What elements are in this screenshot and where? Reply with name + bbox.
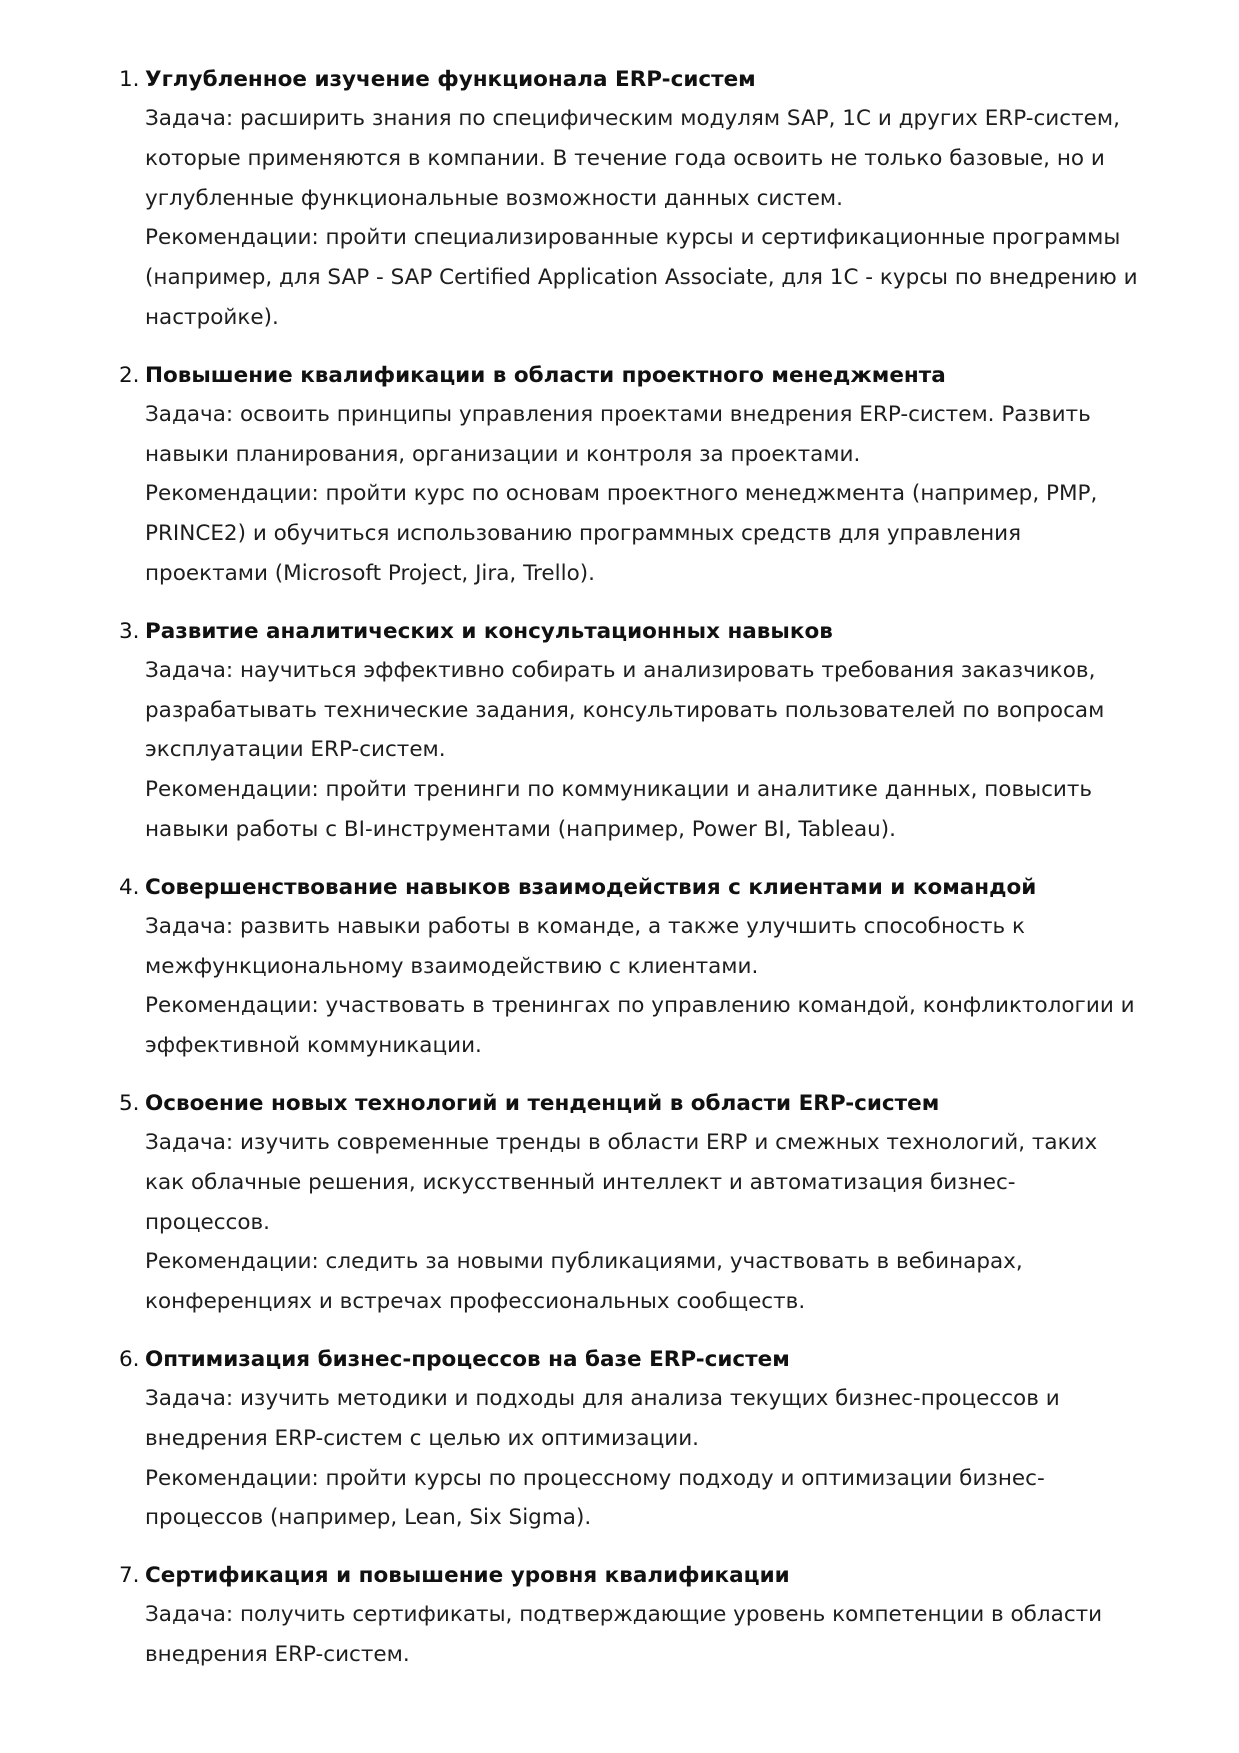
- item-task: Задача: расширить знания по специфическим модулям SAP, 1С и других ERP-систем, которые применяются в компании. В течение года освоить не только базовые, но и углубленные функциональные возможности данных систем.: [145, 106, 1120, 211]
- item-number: 5.: [119, 1090, 140, 1116]
- item-title: Развитие аналитических и консультационных навыков: [145, 618, 833, 644]
- list-item: [119, 1340, 1139, 1538]
- list-item: [119, 356, 1139, 594]
- list-item: [119, 612, 1139, 850]
- item-task: Задача: развить навыки работы в команде, а также улучшить способность к межфункциональному взаимодействию с клиентами.: [145, 913, 1025, 979]
- item-number: 3.: [119, 618, 140, 644]
- item-recommendation: Рекомендации: пройти тренинги по коммуникации и аналитике данных, повысить навыки работы с BI-инструментами (например, Power BI, Tableau).: [145, 777, 1093, 842]
- item-number: 7.: [119, 1563, 140, 1589]
- list-item: [119, 1556, 1139, 1675]
- item-title: Сертификация и повышение уровня квалификации: [145, 1563, 790, 1589]
- item-title: Оптимизация бизнес-процессов на базе ERP-систем: [145, 1346, 790, 1372]
- list-item: [119, 868, 1139, 1066]
- development-plan-list: [119, 60, 1139, 1693]
- item-number: 6.: [119, 1346, 140, 1372]
- item-title: Углубленное изучение функционала ERP-систем: [145, 67, 756, 92]
- item-title: Совершенствование навыков взаимодействия с клиентами и командой: [145, 874, 1037, 900]
- item-number: 4.: [119, 874, 140, 900]
- item-title: Повышение квалификации в области проектного менеджмента: [145, 362, 946, 388]
- item-number: 1.: [119, 67, 140, 92]
- item-title: Освоение новых технологий и тенденций в области ERP-систем: [145, 1090, 940, 1116]
- item-task: Задача: изучить методики и подходы для анализа текущих бизнес-процессов и внедрения ERP-систем с целью их оптимизации.: [145, 1385, 1060, 1451]
- item-recommendation: Рекомендации: следить за новыми публикациями, участвовать в вебинарах, конференциях и встречах профессиональных сообществ.: [145, 1249, 1023, 1315]
- item-recommendation: Рекомендации: пройти курсы по процессному подходу и оптимизации бизнес-процессов (например, Lean, Six Sigma).: [145, 1465, 1045, 1531]
- item-recommendation: Рекомендации: пройти специализированные курсы и сертификационные программы (например, для SAP - SAP Certified Application Associate, для 1С - курсы по внедрению и настройке).: [145, 225, 1138, 330]
- item-recommendation: Рекомендации: участвовать в тренингах по управлению командой, конфликтологии и эффективной коммуникации.: [145, 993, 1135, 1059]
- item-task: Задача: освоить принципы управления проектами внедрения ERP-систем. Развить навыки планирования, организации и контроля за проектами.: [145, 401, 1091, 467]
- list-item: [119, 1084, 1139, 1322]
- item-task: Задача: получить сертификаты, подтверждающие уровень компетенции в области внедрения ERP-систем.: [145, 1602, 1103, 1667]
- item-task: Задача: научиться эффективно собирать и анализировать требования заказчиков, разрабатывать технические задания, консультировать пользователей по вопросам эксплуатации ERP-систем.: [145, 657, 1105, 763]
- list-item: [119, 60, 1139, 338]
- item-recommendation: Рекомендации: пройти курс по основам проектного менеджмента (например, PMP, PRINCE2) и обучиться использованию программных средств для управления проектами (Microsoft Project, Jira, Trello).: [145, 481, 1098, 586]
- item-number: 2.: [119, 362, 140, 388]
- item-task: Задача: изучить современные тренды в области ERP и смежных технологий, таких как облачные решения, искусственный интеллект и автоматизация бизнес-процессов.: [145, 1129, 1098, 1235]
